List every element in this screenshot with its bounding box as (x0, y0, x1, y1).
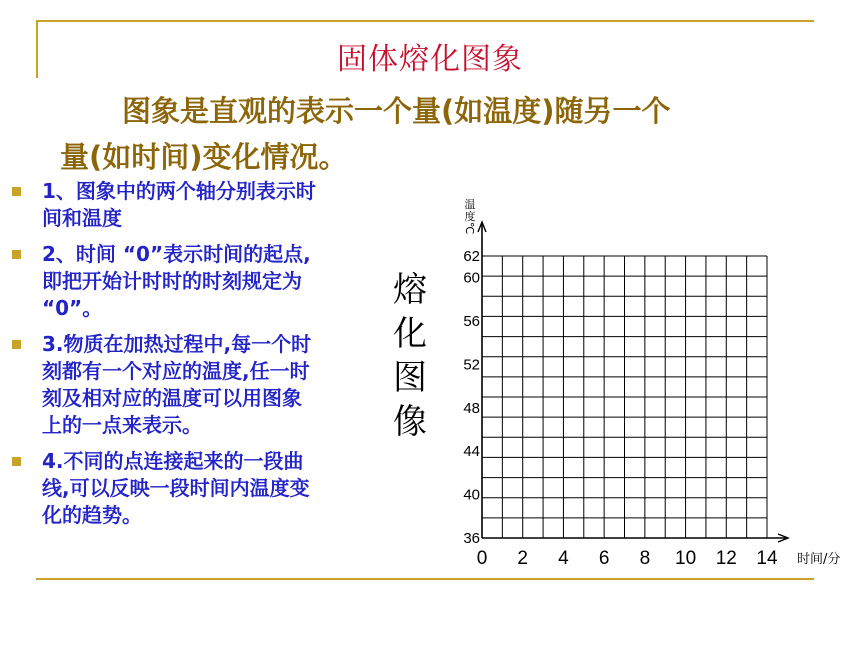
square-bullet-icon (12, 457, 21, 466)
bottom-frame-line (36, 578, 814, 580)
bullet-2-line-2: 即把开始计时时的时刻规定为 (42, 269, 302, 293)
x-tick-label: 0 (476, 548, 488, 569)
bullet-1-line-2: 间和温度 (42, 206, 122, 230)
bullet-2-line-1: 2、时间 “0”表示时间的起点, (42, 242, 311, 266)
bullet-3-line-4: 上的一点来表示。 (42, 413, 202, 437)
y-tick-label: 62 (463, 248, 480, 265)
x-tick-label: 2 (517, 548, 529, 569)
x-tick-label: 12 (715, 548, 737, 569)
square-bullet-icon (12, 187, 21, 196)
intro-text (60, 88, 780, 180)
x-tick-label: 4 (558, 548, 569, 569)
intro-line-1: 图象是直观的表示一个量(如温度)随另一个 (122, 94, 671, 128)
bullet-3-line-1: 3.物质在加热过程中,每一个时 (42, 332, 312, 356)
x-tick-label: 6 (598, 548, 610, 569)
vertical-label-char: 图 (393, 358, 427, 398)
bullet-3-line-2: 刻都有一个对应的温度,任一时 (42, 359, 310, 383)
x-tick-label: 14 (756, 548, 778, 569)
vertical-label-char: 化 (393, 314, 427, 354)
melting-graph-vertical-label (390, 268, 430, 444)
bullet-4-line-3: 化的趋势。 (42, 503, 142, 527)
bullet-item-3 (8, 331, 400, 439)
melting-graph-grid-chart (430, 190, 850, 575)
y-axis-label-char: 度 (464, 210, 476, 223)
bullet-item-2 (8, 241, 400, 322)
y-tick-label: 56 (463, 313, 480, 331)
square-bullet-icon (12, 340, 21, 349)
bullet-2-line-3: “0”。 (42, 296, 103, 320)
y-axis-label-char: 温 (464, 198, 476, 211)
y-tick-label: 52 (463, 356, 480, 374)
square-bullet-icon (12, 250, 21, 259)
bullet-item-1 (8, 178, 400, 232)
bullet-1-line-1: 1、图象中的两个轴分别表示时 (42, 179, 316, 203)
bullet-3-line-3: 刻及相对应的温度可以用图象 (42, 386, 302, 410)
bullet-list (8, 178, 400, 538)
x-tick-label: 8 (639, 548, 651, 569)
y-tick-label: 48 (463, 399, 480, 417)
x-axis-label: 时间/分 (797, 552, 841, 567)
y-tick-label: 60 (463, 269, 480, 287)
y-tick-label: 44 (463, 443, 480, 461)
y-tick-label: 36 (463, 530, 480, 547)
vertical-label-char: 像 (393, 402, 427, 442)
y-axis-label-char: ℃ (463, 221, 476, 235)
bullet-4-line-2: 线,可以反映一段时间内温度变 (42, 476, 310, 500)
bullet-4-line-1: 4.不同的点连接起来的一段曲 (42, 449, 304, 473)
top-frame-line (36, 20, 814, 22)
slide-title: 固体熔化图象 (337, 42, 523, 77)
y-tick-label: 40 (463, 486, 480, 504)
intro-line-2: 量(如时间)变化情况。 (60, 140, 348, 174)
vertical-label-char: 熔 (393, 270, 427, 310)
x-tick-label: 10 (675, 548, 697, 569)
bullet-item-4 (8, 448, 400, 529)
